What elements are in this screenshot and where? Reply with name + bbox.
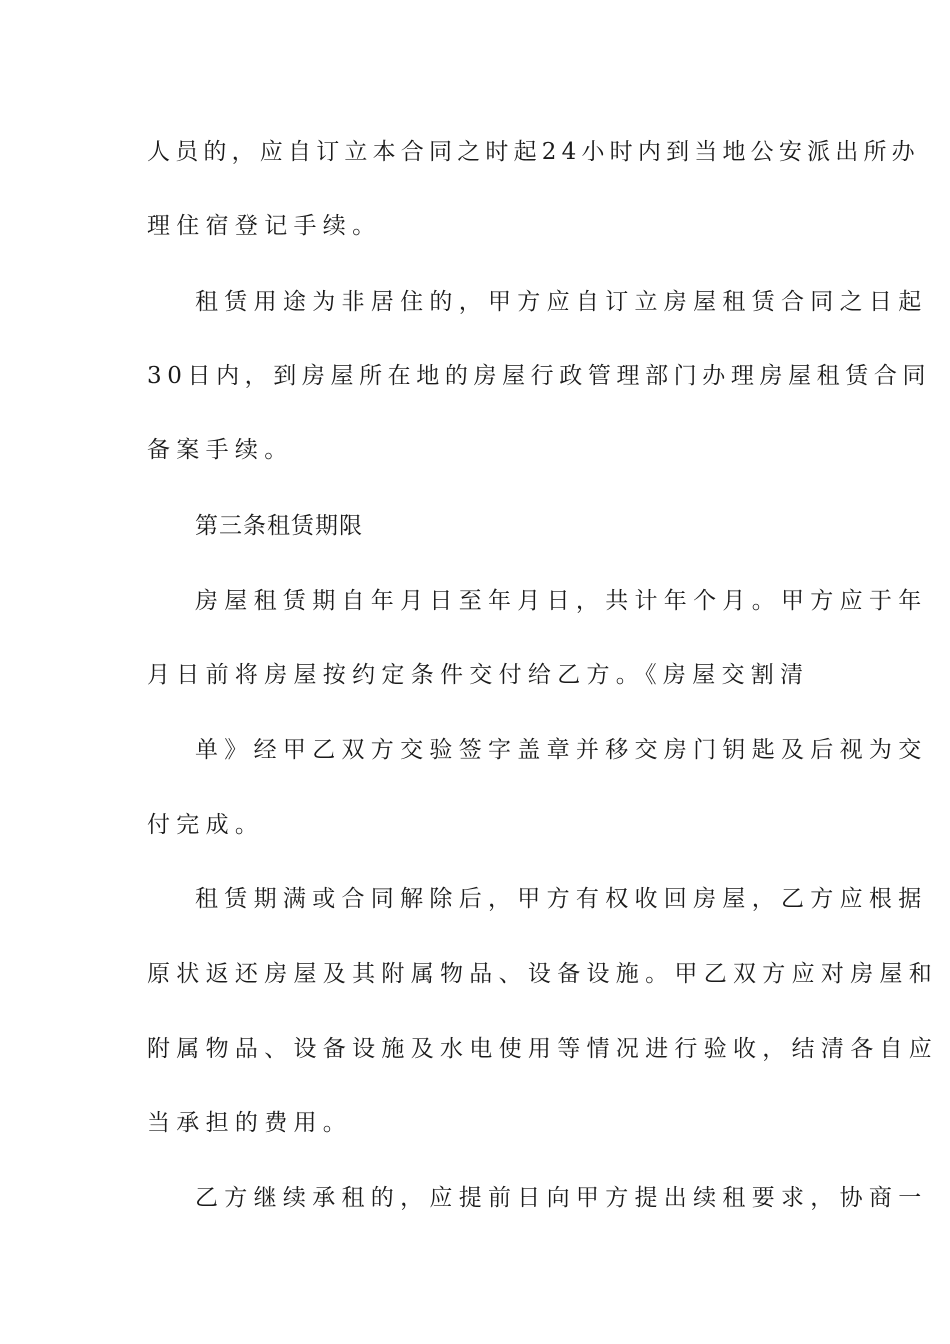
text-line: 房屋租赁期自年月日至年月日，共计年个月。甲方应于年 — [195, 588, 928, 614]
text-line: 租赁用途为非居住的，甲方应自订立房屋租赁合同之日起 — [195, 289, 928, 315]
text-line: 理住宿登记手续。 — [147, 213, 382, 239]
text-line: 单》经甲乙双方交验签字盖章并移交房门钥匙及后视为交 — [195, 737, 928, 763]
text-line: 当承担的费用。 — [147, 1110, 353, 1136]
section-heading: 第三条租赁期限 — [195, 513, 363, 539]
text-line: 付完成。 — [147, 812, 265, 838]
text-line: 附属物品、设备设施及水电使用等情况进行验收，结清各自应 — [147, 1036, 939, 1062]
text-line: 人员的，应自订立本合同之时起24小时内到当地公安派出所办 — [147, 139, 920, 165]
text-line: 原状返还房屋及其附属物品、设备设施。甲乙双方应对房屋和 — [147, 961, 939, 987]
text-line: 30日内，到房屋所在地的房屋行政管理部门办理房屋租赁合同 — [147, 363, 932, 389]
text-line: 乙方继续承租的，应提前日向甲方提出续租要求，协商一 — [195, 1185, 928, 1211]
text-line: 月日前将房屋按约定条件交付给乙方。《房屋交割清 — [147, 662, 810, 688]
text-line: 备案手续。 — [147, 437, 294, 463]
text-line: 租赁期满或合同解除后，甲方有权收回房屋，乙方应根据 — [195, 886, 928, 912]
